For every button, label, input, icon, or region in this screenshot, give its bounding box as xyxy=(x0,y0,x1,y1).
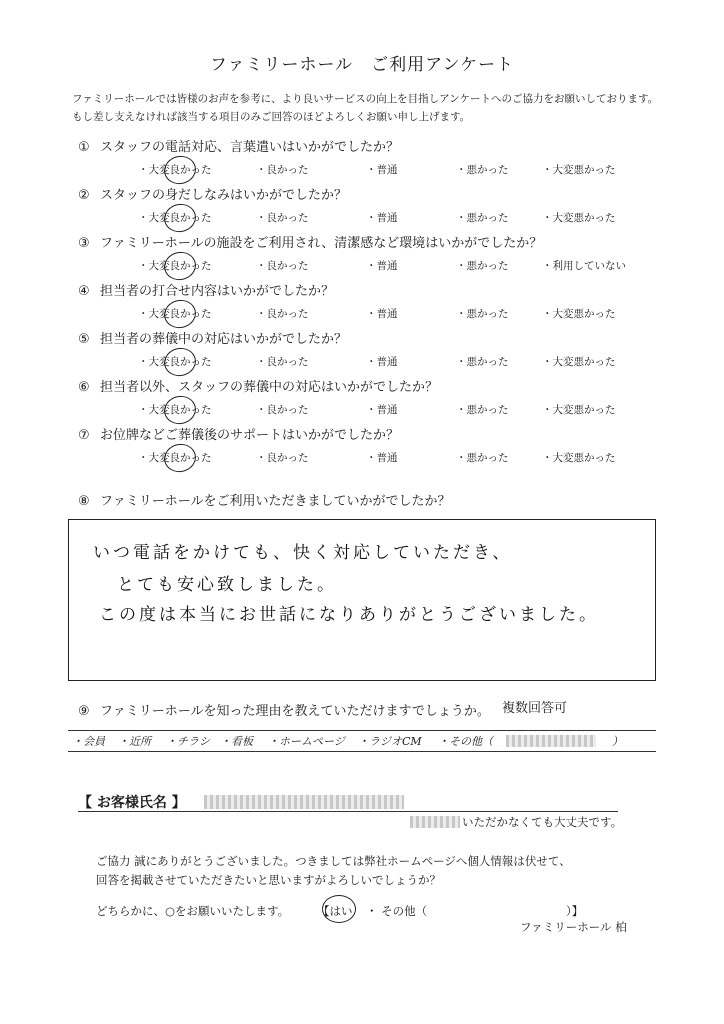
closing-text xyxy=(96,852,571,890)
closing-line: ご協力 誠にありがとうございました。つきましては弊社ホームページへ個人情報は伏せて、 xyxy=(96,854,571,868)
rating-options xyxy=(138,210,638,228)
intro-line: ファミリーホールでは皆様のお声を参考に、より良いサービスの向上を目指しアンケートへのご協力をお願いしております。 xyxy=(72,93,659,105)
choice-close: ）】 xyxy=(566,904,584,918)
rating-option[interactable]: ・悪かった xyxy=(456,404,509,416)
rating-option[interactable]: ・大変悪かった xyxy=(542,452,616,464)
rating-option[interactable]: ・良かった xyxy=(256,356,309,368)
choose-instruction: どちらかに、○をお願いいたします。 xyxy=(96,904,290,918)
rating-option[interactable]: ・大変良かった xyxy=(138,164,212,176)
handwritten-line: この度は本当にお世話になりありがとうございました。 xyxy=(99,605,599,625)
rating-option[interactable]: ・悪かった xyxy=(456,164,509,176)
source-option[interactable]: ・会員 xyxy=(72,735,105,748)
source-options xyxy=(68,730,656,752)
question-number: ⑤ xyxy=(78,332,90,347)
redacted-text xyxy=(506,735,596,747)
question-number: ① xyxy=(78,140,90,155)
selected-circle-mark xyxy=(161,393,198,427)
rating-option[interactable]: ・大変悪かった xyxy=(542,212,616,224)
question-text: お位牌などご葬儀後のサポートはいかがでしたか？ xyxy=(100,428,400,443)
source-option[interactable]: ・ホームページ xyxy=(268,735,345,748)
question-number: ③ xyxy=(78,236,90,251)
choice-yes[interactable]: 【はい xyxy=(318,904,353,918)
selected-circle-mark xyxy=(161,441,198,475)
rating-option[interactable]: ・大変良かった xyxy=(138,356,212,368)
rating-option[interactable]: ・悪かった xyxy=(456,260,509,272)
rating-option[interactable]: ・悪かった xyxy=(456,452,509,464)
question-number: ⑥ xyxy=(78,380,90,395)
intro-text xyxy=(72,90,658,126)
rating-option[interactable]: ・普通 xyxy=(366,404,398,416)
question-number: ④ xyxy=(78,284,90,299)
rating-options xyxy=(138,162,638,180)
rating-options xyxy=(138,402,638,420)
rating-option[interactable]: ・大変良かった xyxy=(138,260,212,272)
multiple-answers-note: 複数回答可 xyxy=(502,701,568,716)
rating-option[interactable]: ・良かった xyxy=(256,164,309,176)
question-3 xyxy=(78,232,542,251)
intro-line: もし差し支えなければ該当する項目のみご回答のほどよろしくお願い申し上げます。 xyxy=(72,111,471,123)
question-6 xyxy=(78,376,438,395)
rating-option[interactable]: ・大変良かった xyxy=(138,404,212,416)
question-number: ⑧ xyxy=(78,494,90,509)
question-text: ファミリーホールの施設をご利用され、清潔感など環境はいかがでしたか？ xyxy=(100,236,543,251)
rating-option[interactable]: ・普通 xyxy=(366,164,398,176)
rating-option[interactable]: ・利用していない xyxy=(542,260,626,272)
company-signature: ファミリーホール 柏 xyxy=(520,920,627,934)
rating-option[interactable]: ・大変悪かった xyxy=(542,356,616,368)
selected-circle-mark xyxy=(161,201,198,235)
rating-options xyxy=(138,258,638,276)
question-number: ② xyxy=(78,188,90,203)
question-number: ⑨ xyxy=(78,704,90,719)
rating-option[interactable]: ・良かった xyxy=(256,308,309,320)
rating-option[interactable]: ・大変悪かった xyxy=(542,308,616,320)
rating-option[interactable]: ・大変悪かった xyxy=(542,404,616,416)
question-7 xyxy=(78,424,399,443)
rating-option[interactable]: ・大変悪かった xyxy=(542,164,616,176)
rating-option[interactable]: ・良かった xyxy=(256,452,309,464)
source-option[interactable]: ・看板 xyxy=(220,735,253,748)
question-text: スタッフの身だしなみはいかがでしたか？ xyxy=(100,188,348,203)
rating-options xyxy=(138,306,638,324)
selected-circle-mark xyxy=(161,249,198,283)
rating-option[interactable]: ・大変良かった xyxy=(138,308,212,320)
rating-option[interactable]: ・普通 xyxy=(366,260,398,272)
source-option[interactable]: ・近所 xyxy=(118,735,151,748)
question-text: スタッフの電話対応、言葉遣いはいかがでしたか？ xyxy=(100,140,400,155)
selected-circle-mark xyxy=(161,153,198,187)
rating-option[interactable]: ・悪かった xyxy=(456,308,509,320)
choice-other[interactable]: ・ その他（ xyxy=(366,904,428,918)
customer-name-label: 【 お客様氏名 】 xyxy=(78,795,186,811)
name-underline xyxy=(78,811,618,812)
question-8 xyxy=(78,490,450,509)
handwritten-line: とても安心致しました。 xyxy=(117,575,337,595)
redacted-text xyxy=(410,816,460,828)
closing-line: 回答を掲載させていただきたいと思いますがよろしいでしょうか？ xyxy=(96,873,441,887)
question-text: 担当者以外、スタッフの葬儀中の対応はいかがでしたか？ xyxy=(100,380,439,395)
selected-circle-mark xyxy=(161,297,198,331)
selected-circle-mark xyxy=(161,345,198,379)
rating-option[interactable]: ・大変良かった xyxy=(138,452,212,464)
source-option[interactable]: ・その他（ xyxy=(438,735,493,748)
question-4 xyxy=(78,280,334,299)
question-5 xyxy=(78,328,347,347)
rating-option[interactable]: ・普通 xyxy=(366,212,398,224)
yes-selected-circle xyxy=(322,895,356,923)
page-title: ファミリーホール ご利用アンケート xyxy=(209,55,515,75)
source-option-close: ） xyxy=(612,735,623,748)
redacted-name xyxy=(204,795,404,809)
question-text: ファミリーホールをご利用いただきましていかがでしたか？ xyxy=(100,494,451,509)
rating-option[interactable]: ・大変良かった xyxy=(138,212,212,224)
question-2 xyxy=(78,184,347,203)
question-9 xyxy=(78,700,490,719)
rating-option[interactable]: ・良かった xyxy=(256,404,309,416)
rating-options xyxy=(138,450,638,468)
handwritten-line: いつ電話をかけても、快く対応していただき、 xyxy=(93,543,513,563)
question-text: 担当者の葬儀中の対応はいかがでしたか？ xyxy=(100,332,348,347)
question-number: ⑦ xyxy=(78,428,90,443)
rating-option[interactable]: ・良かった xyxy=(256,260,309,272)
rating-option[interactable]: ・良かった xyxy=(256,212,309,224)
rating-option[interactable]: ・悪かった xyxy=(456,356,509,368)
source-option[interactable]: ・チラシ xyxy=(166,735,210,748)
rating-option[interactable]: ・普通 xyxy=(366,356,398,368)
name-optional-note: いただかなくても大丈夫です。 xyxy=(462,815,623,829)
question-1 xyxy=(78,136,399,155)
rating-option[interactable]: ・悪かった xyxy=(456,212,509,224)
question-text: ファミリーホールを知った理由を教えていただけますでしょうか。 xyxy=(100,704,490,719)
question-text: 担当者の打合せ内容はいかがでしたか？ xyxy=(100,284,335,299)
source-option[interactable]: ・ラジオCM xyxy=(358,735,422,748)
rating-option[interactable]: ・普通 xyxy=(366,308,398,320)
free-answer-box[interactable] xyxy=(68,519,656,681)
rating-option[interactable]: ・普通 xyxy=(366,452,398,464)
rating-options xyxy=(138,354,638,372)
